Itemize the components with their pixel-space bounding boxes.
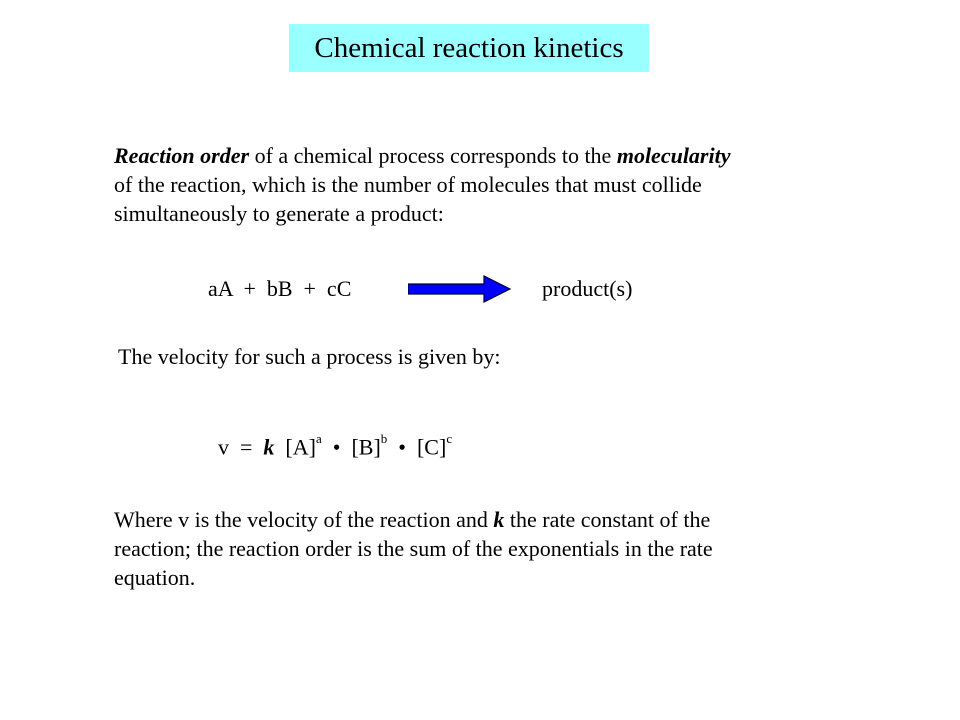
velocity-intro-text: The velocity for such a process is given by: [118,344,501,369]
conclusion-line-1 [114,505,713,534]
intro-line-1 [114,141,730,170]
term-b: • [B] [321,434,381,460]
slide-title-box [289,24,649,72]
term-c: • [C] [387,434,447,460]
products: product(s) [542,276,633,301]
conclusion-text-1: Where v is the velocity of the reaction and [114,507,494,532]
term-a: [A] [274,434,316,460]
conclusion-text-2: the rate constant of the [504,507,711,532]
conclusion-paragraph [114,505,713,592]
reactants: aA + bB + cC [208,276,352,301]
exponent-c: c [446,431,453,446]
rate-equation-lhs: v = [218,434,264,460]
conclusion-line-3: equation. [114,565,196,590]
slide-title: Chemical reaction kinetics [314,31,624,64]
conclusion-line-2: reaction; the reaction order is the sum of the exponentials in the rate [114,536,713,561]
intro-paragraph [114,141,730,228]
intro-text-1: of a chemical process corresponds to the [249,143,617,168]
reaction-arrow-icon [408,274,514,304]
rate-equation [218,431,453,460]
intro-line-2: of the reaction, which is the number of molecules that must collide [114,172,702,197]
conclusion-k: k [493,507,505,532]
exponent-b: b [380,431,388,446]
rate-constant-k: k [263,434,275,460]
term-reaction-order: Reaction order [114,143,250,168]
term-molecularity: molecularity [616,143,731,168]
intro-line-3: simultaneously to generate a product: [114,201,444,226]
exponent-a: a [315,431,322,446]
reaction-equation [208,274,668,306]
